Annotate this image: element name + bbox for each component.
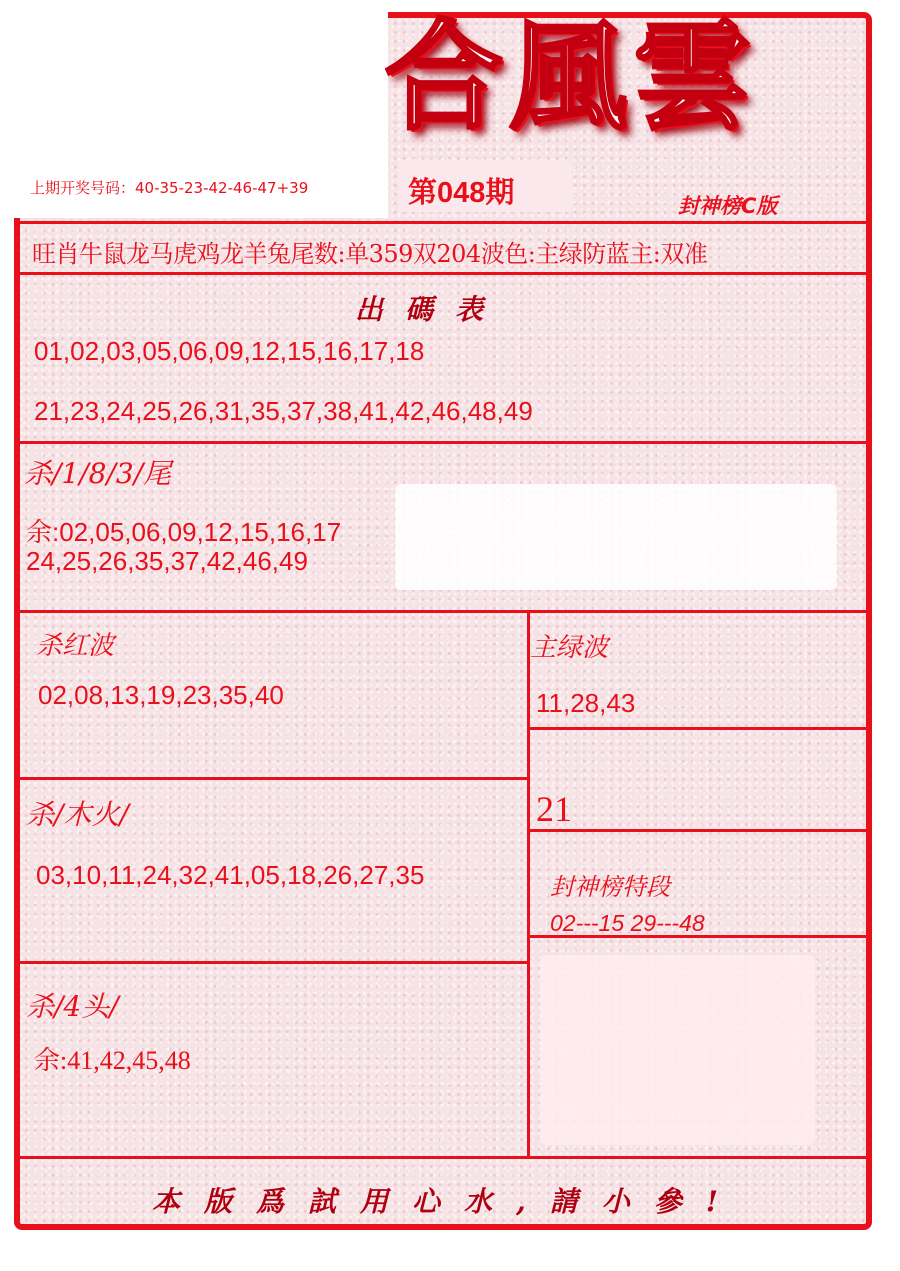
kill-head-numbers: 余:41,42,45,48 xyxy=(34,1046,191,1075)
special-section-label: 封神榜特段 xyxy=(550,873,670,901)
issue-number: 第048期 xyxy=(408,177,515,209)
divider-info xyxy=(20,272,866,275)
chart-section-title: 出碼表 xyxy=(355,293,506,326)
divider-top xyxy=(20,221,866,224)
special-section-range: 02---15 29---48 xyxy=(550,910,705,936)
kill-tail-blank-panel xyxy=(395,484,837,590)
chart-row-1: 01,02,03,05,06,09,12,15,16,17,18 xyxy=(34,336,425,366)
kill-wood-fire-label: 杀/木火/ xyxy=(26,798,129,831)
bottom-right-blank-panel xyxy=(540,955,815,1145)
page-title: 合風雲 xyxy=(385,7,758,146)
info-line: 旺肖牛鼠龙马虎鸡龙羊兔尾数:单359双204波色:主绿防蓝主:双准 xyxy=(32,240,708,268)
chart-row-2: 21,23,24,25,26,31,35,37,38,41,42,46,48,49 xyxy=(34,396,533,426)
kill-head-label: 杀/4头/ xyxy=(26,990,119,1023)
divider-special-number xyxy=(528,829,866,832)
divider-column xyxy=(527,612,530,1158)
divider-green xyxy=(528,727,866,730)
main-green-numbers: 11,28,43 xyxy=(536,688,636,718)
last-draw-numbers: 上期开奖号码：40-35-23-42-46-47+39 xyxy=(30,179,309,197)
special-number: 21 xyxy=(536,789,572,829)
kill-tail-label: 杀/1/8/3/尾 xyxy=(24,457,172,490)
divider-chart xyxy=(20,441,866,444)
divider-red-left xyxy=(20,777,528,780)
kill-tail-line-1: 余:02,05,06,09,12,15,16,17 xyxy=(26,517,342,547)
kill-wood-fire-numbers: 03,10,11,24,32,41,05,18,26,27,35 xyxy=(36,860,425,890)
divider-tail xyxy=(20,610,866,613)
kill-tail-line-2: 24,25,26,35,37,42,46,49 xyxy=(26,546,308,576)
kill-red-numbers: 02,08,13,19,23,35,40 xyxy=(38,680,284,710)
divider-footer xyxy=(20,1156,866,1159)
divider-wood-fire xyxy=(20,961,528,964)
main-green-label: 主绿波 xyxy=(530,633,609,663)
edition-label: 封神榜C版 xyxy=(678,194,778,218)
footer-note: 本版爲試用心水,請小參! xyxy=(152,1185,743,1218)
kill-red-label: 杀红波 xyxy=(36,631,115,661)
